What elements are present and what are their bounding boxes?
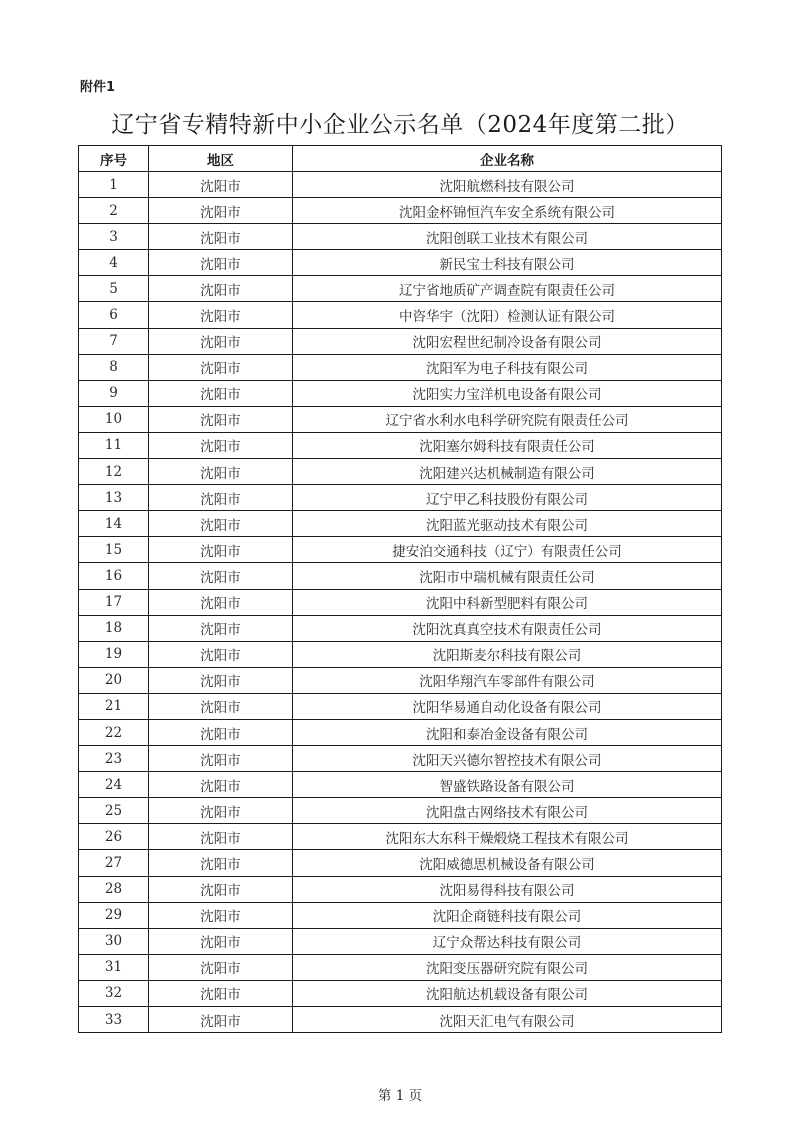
row-seq-cell: 14 [79, 511, 149, 537]
row-region-cell: 沈阳市 [149, 876, 293, 902]
row-company-name-cell: 沈阳和泰冶金设备有限公司 [293, 719, 722, 745]
row-region-cell: 沈阳市 [149, 954, 293, 980]
row-region-cell: 沈阳市 [149, 719, 293, 745]
row-region-cell: 沈阳市 [149, 537, 293, 563]
row-seq-cell: 16 [79, 563, 149, 589]
row-company-name-cell: 沈阳军为电子科技有限公司 [293, 354, 722, 380]
table-row [79, 902, 722, 928]
row-seq-cell: 25 [79, 798, 149, 824]
row-seq-cell: 11 [79, 432, 149, 458]
table-row [79, 250, 722, 276]
table-row [79, 928, 722, 954]
row-company-name-cell: 中咨华宇（沈阳）检测认证有限公司 [293, 302, 722, 328]
row-seq-cell: 17 [79, 589, 149, 615]
attachment-label: 附件1 [80, 80, 116, 95]
table-header-row [79, 146, 722, 172]
table-row [79, 459, 722, 485]
row-region-cell: 沈阳市 [149, 459, 293, 485]
row-seq-cell: 26 [79, 824, 149, 850]
row-company-name-cell: 沈阳盘古网络技术有限公司 [293, 798, 722, 824]
row-region-cell: 沈阳市 [149, 850, 293, 876]
row-company-name-cell: 新民宝士科技有限公司 [293, 250, 722, 276]
row-seq-cell: 13 [79, 485, 149, 511]
row-company-name-cell: 沈阳威德思机械设备有限公司 [293, 850, 722, 876]
table-row [79, 772, 722, 798]
table-row [79, 432, 722, 458]
row-region-cell: 沈阳市 [149, 1007, 293, 1033]
row-company-name-cell: 沈阳实力宝洋机电设备有限公司 [293, 380, 722, 406]
row-region-cell: 沈阳市 [149, 798, 293, 824]
row-seq-cell: 3 [79, 224, 149, 250]
row-company-name-cell: 沈阳金杯锦恒汽车安全系统有限公司 [293, 198, 722, 224]
table-row [79, 954, 722, 980]
row-seq-cell: 18 [79, 615, 149, 641]
table-row [79, 615, 722, 641]
row-region-cell: 沈阳市 [149, 302, 293, 328]
table-row [79, 380, 722, 406]
row-seq-cell: 30 [79, 928, 149, 954]
table-row [79, 224, 722, 250]
row-company-name-cell: 沈阳航达机载设备有限公司 [293, 980, 722, 1006]
row-company-name-cell: 沈阳华易通自动化设备有限公司 [293, 693, 722, 719]
row-company-name-cell: 沈阳沈真真空技术有限责任公司 [293, 615, 722, 641]
row-company-name-cell: 沈阳宏程世纪制冷设备有限公司 [293, 328, 722, 354]
row-seq-cell: 8 [79, 354, 149, 380]
row-region-cell: 沈阳市 [149, 772, 293, 798]
row-region-cell: 沈阳市 [149, 980, 293, 1006]
table-row [79, 511, 722, 537]
row-company-name-cell: 沈阳建兴达机械制造有限公司 [293, 459, 722, 485]
table-row [79, 328, 722, 354]
row-seq-cell: 5 [79, 276, 149, 302]
table-row [79, 824, 722, 850]
table-row [79, 485, 722, 511]
row-company-name-cell: 沈阳市中瑞机械有限责任公司 [293, 563, 722, 589]
row-seq-cell: 33 [79, 1007, 149, 1033]
row-region-cell: 沈阳市 [149, 485, 293, 511]
row-region-cell: 沈阳市 [149, 511, 293, 537]
table-row [79, 641, 722, 667]
enterprise-roster-table [78, 145, 722, 1033]
row-region-cell: 沈阳市 [149, 172, 293, 198]
row-company-name-cell: 沈阳塞尔姆科技有限责任公司 [293, 432, 722, 458]
table-row [79, 693, 722, 719]
row-company-name-cell: 辽宁甲乙科技股份有限公司 [293, 485, 722, 511]
row-company-name-cell: 沈阳航燃科技有限公司 [293, 172, 722, 198]
table-row [79, 798, 722, 824]
row-region-cell: 沈阳市 [149, 380, 293, 406]
row-region-cell: 沈阳市 [149, 928, 293, 954]
table-body [79, 172, 722, 1033]
row-company-name-cell: 辽宁省水利水电科学研究院有限责任公司 [293, 406, 722, 432]
row-company-name-cell: 沈阳斯麦尔科技有限公司 [293, 641, 722, 667]
row-seq-cell: 9 [79, 380, 149, 406]
table-row [79, 850, 722, 876]
table-row [79, 876, 722, 902]
row-seq-cell: 22 [79, 719, 149, 745]
row-seq-cell: 28 [79, 876, 149, 902]
row-company-name-cell: 沈阳创联工业技术有限公司 [293, 224, 722, 250]
row-region-cell: 沈阳市 [149, 432, 293, 458]
row-region-cell: 沈阳市 [149, 354, 293, 380]
row-seq-cell: 32 [79, 980, 149, 1006]
table-row [79, 354, 722, 380]
table-row [79, 589, 722, 615]
row-company-name-cell: 沈阳易得科技有限公司 [293, 876, 722, 902]
row-seq-cell: 29 [79, 902, 149, 928]
header-region: 地区 [149, 146, 293, 172]
table-row [79, 172, 722, 198]
row-company-name-cell: 辽宁省地质矿产调查院有限责任公司 [293, 276, 722, 302]
table-row [79, 302, 722, 328]
row-company-name-cell: 辽宁众帮达科技有限公司 [293, 928, 722, 954]
table-row [79, 667, 722, 693]
row-seq-cell: 27 [79, 850, 149, 876]
table-row [79, 406, 722, 432]
row-company-name-cell: 沈阳中科新型肥料有限公司 [293, 589, 722, 615]
table-row [79, 1007, 722, 1033]
row-region-cell: 沈阳市 [149, 667, 293, 693]
row-company-name-cell: 沈阳变压器研究院有限公司 [293, 954, 722, 980]
table-row [79, 276, 722, 302]
document-title: 辽宁省专精特新中小企业公示名单（2024年度第二批） [111, 112, 689, 138]
row-seq-cell: 31 [79, 954, 149, 980]
table-row [79, 719, 722, 745]
row-region-cell: 沈阳市 [149, 615, 293, 641]
row-seq-cell: 15 [79, 537, 149, 563]
row-seq-cell: 2 [79, 198, 149, 224]
row-company-name-cell: 沈阳天汇电气有限公司 [293, 1007, 722, 1033]
row-region-cell: 沈阳市 [149, 589, 293, 615]
row-region-cell: 沈阳市 [149, 902, 293, 928]
table-row [79, 980, 722, 1006]
table-row [79, 537, 722, 563]
row-region-cell: 沈阳市 [149, 224, 293, 250]
row-seq-cell: 21 [79, 693, 149, 719]
row-region-cell: 沈阳市 [149, 276, 293, 302]
row-seq-cell: 10 [79, 406, 149, 432]
row-region-cell: 沈阳市 [149, 824, 293, 850]
row-region-cell: 沈阳市 [149, 406, 293, 432]
row-region-cell: 沈阳市 [149, 746, 293, 772]
table-row [79, 746, 722, 772]
row-company-name-cell: 沈阳企商链科技有限公司 [293, 902, 722, 928]
row-seq-cell: 4 [79, 250, 149, 276]
row-seq-cell: 6 [79, 302, 149, 328]
row-region-cell: 沈阳市 [149, 641, 293, 667]
row-company-name-cell: 捷安泊交通科技（辽宁）有限责任公司 [293, 537, 722, 563]
header-company-name: 企业名称 [293, 146, 722, 172]
row-region-cell: 沈阳市 [149, 198, 293, 224]
row-company-name-cell: 沈阳天兴德尔智控技术有限公司 [293, 746, 722, 772]
row-company-name-cell: 沈阳东大东科干燥煅烧工程技术有限公司 [293, 824, 722, 850]
row-seq-cell: 23 [79, 746, 149, 772]
header-seq: 序号 [79, 146, 149, 172]
row-seq-cell: 12 [79, 459, 149, 485]
row-seq-cell: 19 [79, 641, 149, 667]
row-region-cell: 沈阳市 [149, 693, 293, 719]
row-region-cell: 沈阳市 [149, 250, 293, 276]
row-seq-cell: 7 [79, 328, 149, 354]
row-seq-cell: 1 [79, 172, 149, 198]
row-seq-cell: 20 [79, 667, 149, 693]
row-company-name-cell: 沈阳蓝光驱动技术有限公司 [293, 511, 722, 537]
row-company-name-cell: 沈阳华翔汽车零部件有限公司 [293, 667, 722, 693]
table-row [79, 198, 722, 224]
table-row [79, 563, 722, 589]
row-seq-cell: 24 [79, 772, 149, 798]
row-company-name-cell: 智盛铁路设备有限公司 [293, 772, 722, 798]
row-region-cell: 沈阳市 [149, 563, 293, 589]
row-region-cell: 沈阳市 [149, 328, 293, 354]
page-number: 第 1 页 [377, 1088, 423, 1104]
